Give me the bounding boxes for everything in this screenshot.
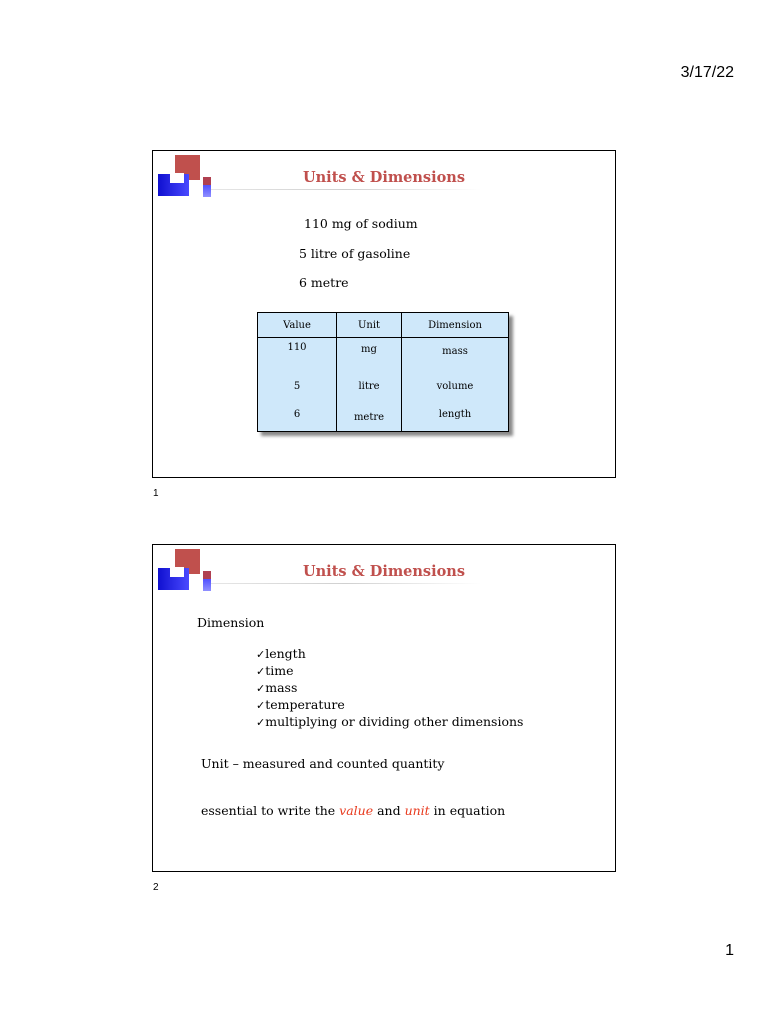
header-dimension: Dimension [402, 313, 509, 338]
table-cell: metre [337, 398, 402, 431]
page-date: 3/17/22 [680, 64, 734, 81]
table-cell: mg [337, 338, 402, 375]
title-underline [211, 583, 481, 584]
list-item: ✓multiplying or dividing other dimensions [256, 714, 524, 729]
dimension-list [256, 646, 523, 731]
checkmark-icon: ✓ [256, 699, 266, 712]
table-cell: volume [436, 380, 474, 392]
value-emphasis: value [339, 803, 374, 818]
list-item: ✓length [256, 646, 306, 661]
table-cell: 110 [258, 338, 337, 375]
title-underline [211, 189, 481, 190]
table-cell: 6 [258, 398, 337, 431]
slide-title: Units & Dimensions [303, 169, 465, 186]
table-row [258, 375, 509, 399]
unit-emphasis: unit [404, 803, 430, 818]
table-header-row [258, 313, 509, 338]
example-line-2: 5 litre of gasoline [299, 246, 411, 261]
list-item: ✓temperature [256, 697, 345, 712]
dimension-heading: Dimension [197, 615, 265, 630]
table-cell: 5 [258, 375, 337, 399]
checkmark-icon: ✓ [256, 648, 266, 661]
slide-title: Units & Dimensions [303, 563, 465, 580]
checkmark-icon: ✓ [256, 665, 266, 678]
slide-number-2: 2 [153, 882, 159, 893]
slide-1 [152, 150, 616, 478]
example-line-1: 110 mg of sodium [304, 216, 418, 231]
header-value: Value [258, 313, 337, 338]
slide-number-1: 1 [153, 488, 159, 499]
table-cell: mass [442, 346, 468, 357]
table-cell: length [438, 409, 472, 421]
unit-definition: Unit – measured and counted quantity [201, 756, 445, 771]
table-row [258, 398, 509, 431]
list-item: ✓time [256, 663, 294, 678]
table-cell: litre [337, 375, 402, 399]
header-unit: Unit [337, 313, 402, 338]
essential-statement: essential to write the value and unit in equation [201, 803, 506, 818]
units-table [257, 312, 509, 432]
list-item: ✓mass [256, 680, 298, 695]
slide-2 [152, 544, 616, 872]
page-number: 1 [725, 942, 734, 959]
table-row [258, 338, 509, 375]
example-line-3: 6 metre [299, 275, 349, 290]
checkmark-icon: ✓ [256, 682, 266, 695]
checkmark-icon: ✓ [256, 716, 266, 729]
